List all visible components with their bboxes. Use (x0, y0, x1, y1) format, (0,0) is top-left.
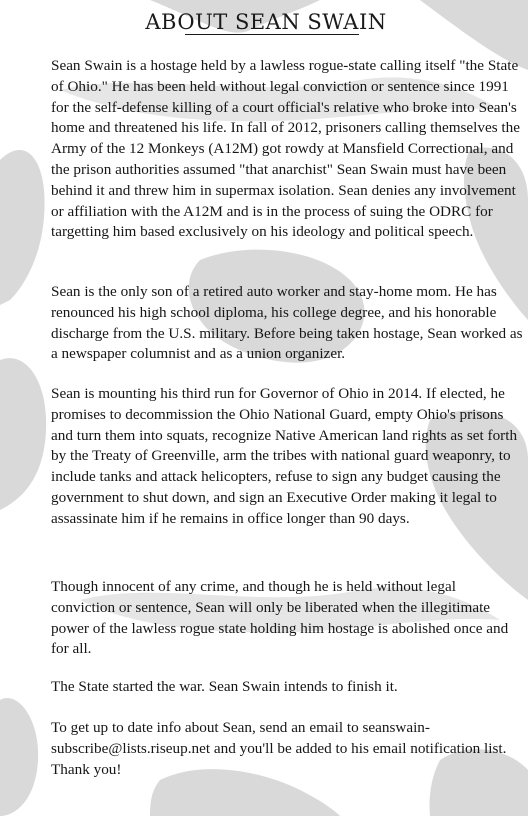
paragraph-war: The State started the war. Sean Swain intends to finish it. (51, 678, 398, 695)
paragraph-contact: To get up to date info about Sean, send an email to seanswain-subscribe@lists.riseup.net and you'll be added to his email notification list. Thank you! (51, 719, 507, 778)
paragraph-campaign: Sean is mounting his third run for Governor of Ohio in 2014. If elected, he promises to decommission the Ohio National Guard, empty Ohio's prisons and turn them into squats, recognize Native American land rights as set forth by the Treaty of Greenville, arm the tribes with national guard weaponry, to include tanks and attack helicopters, refuse to sign any budget causing the government to shut down, and sign an Executive Order making it legal to assassinate him if he remains in office longer than 90 days. (51, 385, 518, 527)
bg-blot-left-mid (0, 358, 46, 510)
paragraph-background: Sean is the only son of a retired auto worker and stay-home mom. He has renounced his high school diploma, his college degree, and his honorable discharge from the U.S. military. Before being taken hostage, Sean worked as a newspaper columnist and as a union organizer. (51, 283, 523, 363)
article-content (51, 0, 523, 816)
paragraph-innocence: Though innocent of any crime, and though he is held without legal conviction or sentence, Sean will only be liberated when the illegitimate power of the lawless rogue state holding him hostage is abolished once and for all. (51, 578, 509, 658)
paragraph-intro: Sean Swain is a hostage held by a lawless rogue-state calling itself "the State of Ohio." He has been held without legal conviction or sentence since 1991 for the self-defense killing of a court official's relative who broke into Sean's home and threatened his life. In fall of 2012, prisoners calling themselves the Army of the 12 Monkeys (A12M) got rowdy at Mansfield Correctional, and the prison authorities assumed "that anarchist" Sean Swain must have been behind it and threw him in supermax isolation. Sean denies any involvement or affiliation with the A12M and is in the process of suing the ODRC for targetting him based exclusively on his ideology and political speech. (51, 57, 520, 241)
bg-blot-left-top (0, 150, 45, 305)
page-title: ABOUT SEAN SWAIN (145, 10, 387, 34)
title-underline (185, 34, 359, 35)
bg-blot-left-bottom (0, 698, 38, 816)
